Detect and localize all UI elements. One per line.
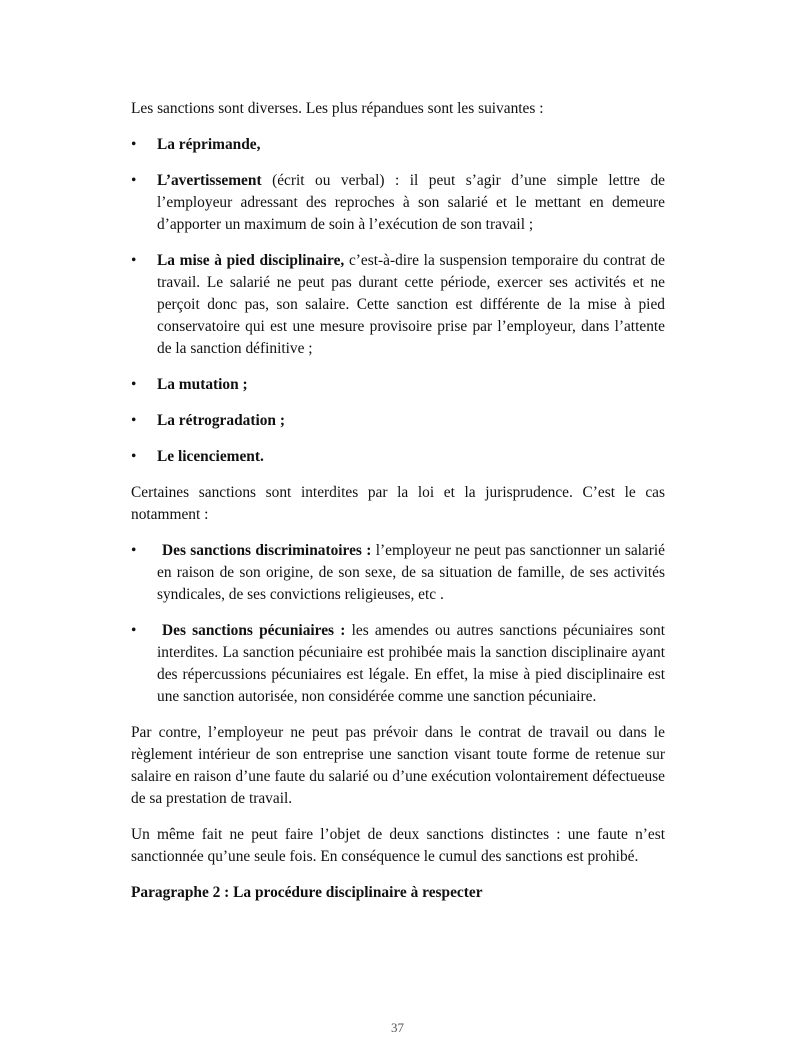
list-item-avertissement (131, 170, 665, 236)
bullet-icon: • (131, 172, 137, 189)
intro-paragraph: Les sanctions sont diverses. Les plus répandues sont les suivantes : (131, 100, 544, 117)
bullet-icon: • (131, 542, 137, 559)
list-item-bold: La mutation ; (157, 376, 248, 393)
list-item-bold: Des sanctions discriminatoires : (162, 542, 372, 559)
list-item-mise-a-pied (131, 250, 665, 360)
bullet-icon: • (131, 622, 137, 639)
list-item-retrogradation (131, 410, 665, 432)
bullet-icon: • (131, 136, 137, 153)
forbidden-paragraph: Certaines sanctions sont interdites par la loi et la jurisprudence. C’est le cas notamment : (131, 484, 665, 523)
bullet-icon: • (131, 376, 137, 393)
same-fact-paragraph: Un même fait ne peut faire l’objet de deux sanctions distinctes : une faute n’est sanctionnée qu’une seule fois. En conséquence le cumul des sanctions est prohibé. (131, 826, 665, 865)
list-item-text: l’employeur ne peut pas sanctionner un salarié en raison de son origine, de son sexe, de sa situation de famille, de ses activités syndicales, de ses convictions religieuses, etc . (157, 542, 665, 603)
page-number: 37 (391, 1020, 404, 1035)
page-content (131, 98, 665, 904)
list-item-bold: Le licenciement. (157, 448, 264, 465)
bullet-icon: • (131, 448, 137, 465)
list-item-licenciement (131, 446, 665, 468)
list-item-bold: La rétrogradation ; (157, 412, 285, 429)
list-item-text: (écrit ou verbal) : il peut s’agir d’une simple lettre de l’employeur adressant des reproches à son salarié et le mettant en demeure d’apporter un maximum de soin à l’exécution de son travail ; (157, 172, 665, 233)
list-item-bold: La réprimande, (157, 136, 261, 153)
bullet-icon: • (131, 252, 137, 269)
contract-paragraph: Par contre, l’employeur ne peut pas prévoir dans le contrat de travail ou dans le règlement intérieur de son entreprise une sanction visant toute forme de retenue sur salaire en raison d’une faute du salarié ou d’une exécution volontairement défectueuse de sa prestation de travail. (131, 724, 665, 807)
list-item-bold: Des sanctions pécuniaires : (162, 622, 346, 639)
section-heading: Paragraphe 2 : La procédure disciplinaire à respecter (131, 884, 483, 901)
list-item-pecuniaires (131, 620, 665, 708)
list-item-bold: La mise à pied disciplinaire, (157, 252, 345, 269)
bullet-icon: • (131, 412, 137, 429)
list-item-text: c’est-à-dire la suspension temporaire du contrat de travail. Le salarié ne peut pas durant cette période, exercer ses activités et ne perçoit donc pas, son salaire. Cette sanction est différente de la mise à pied conservatoire qui est une mesure provisoire prise par l’employeur, dans l’attente de la sanction définitive ; (157, 252, 665, 357)
list-item-reprimande (131, 134, 665, 156)
list-item-bold: L’avertissement (157, 172, 262, 189)
sanctions-list (131, 134, 665, 468)
list-item-discriminatoires (131, 540, 665, 606)
list-item-mutation (131, 374, 665, 396)
list-item-text: les amendes ou autres sanctions pécuniaires sont interdites. La sanction pécuniaire est prohibée mais la sanction disciplinaire ayant des répercussions pécuniaires est légale. En effet, la mise à pied disciplinaire est une sanction autorisée, non considérée comme une sanction pécuniaire. (157, 622, 665, 705)
forbidden-sanctions-list (131, 540, 665, 708)
